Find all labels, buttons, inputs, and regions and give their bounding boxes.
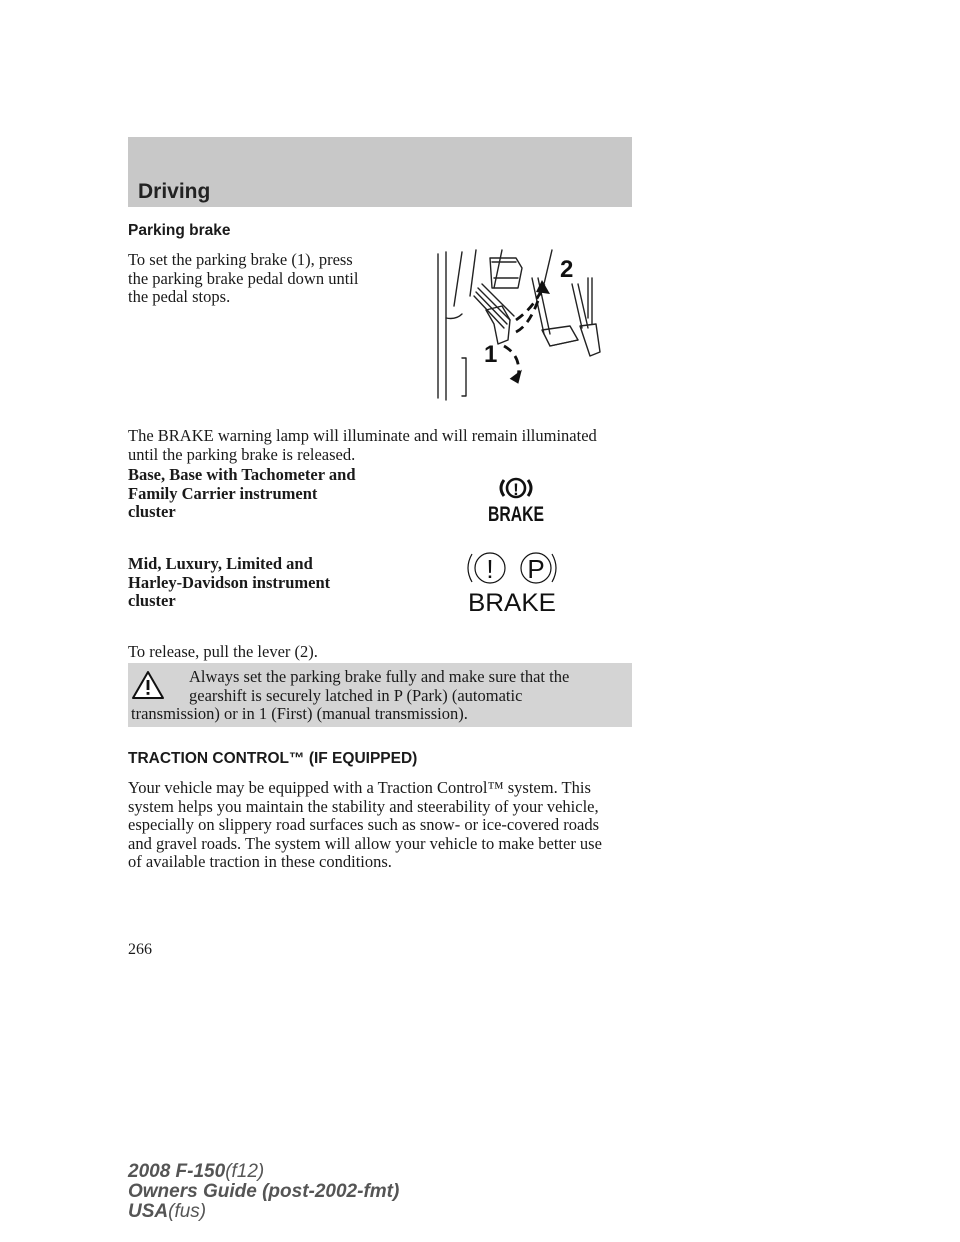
- text-line: the parking brake pedal down until: [128, 268, 359, 288]
- footer-guide: Owners Guide (post-2002-fmt): [128, 1181, 400, 1202]
- text-line: Harley-Davidson instrument: [128, 572, 331, 592]
- text-line: To set the parking brake (1), press: [128, 250, 353, 269]
- traction-control-paragraph: [128, 779, 638, 872]
- text-line: cluster: [128, 591, 176, 611]
- text-line: system helps you maintain the stability and steerability of your vehicle,: [128, 796, 599, 816]
- diagram-label-1: 1: [484, 341, 498, 368]
- text-line: especially on slippery road surfaces such as snow- or ice-covered roads: [128, 815, 599, 835]
- brake-lamp-paragraph: [128, 427, 628, 464]
- text-line: Family Carrier instrument: [128, 483, 318, 503]
- brake-icon-text: BRAKE: [468, 589, 556, 617]
- cluster-base-label: [128, 466, 418, 522]
- warning-line: transmission) or in 1 (First) (manual transmission).: [131, 704, 468, 724]
- warning-line: Always set the parking brake fully and make sure that the: [189, 667, 570, 686]
- text-line: Mid, Luxury, Limited and: [128, 554, 313, 573]
- release-instruction: To release, pull the lever (2).: [128, 642, 318, 661]
- parking-brake-heading: Parking brake: [128, 222, 231, 239]
- text-line: Your vehicle may be equipped with a Traction Control™ system. This: [128, 778, 591, 797]
- text-line: cluster: [128, 502, 176, 522]
- parking-brake-diagram: [432, 248, 618, 408]
- text-line: the pedal stops.: [128, 287, 231, 307]
- footer-market-code: (fus): [168, 1201, 207, 1222]
- footer-model-code: (f12): [225, 1161, 265, 1182]
- text-line: Base, Base with Tachometer and: [128, 465, 356, 484]
- text-line: and gravel roads. The system will allow your vehicle to make better use: [128, 833, 602, 853]
- brake-icon-symbol: !: [513, 480, 519, 499]
- warning-line: gearshift is securely latched in P (Park) (automatic: [189, 685, 523, 705]
- brake-park-warning-icon: [462, 548, 562, 616]
- text-line: The BRAKE warning lamp will illuminate and will remain illuminated: [128, 426, 597, 445]
- text-line: until the parking brake is released.: [128, 444, 356, 464]
- page-number: 266: [128, 941, 152, 958]
- cluster-mid-label: [128, 555, 418, 611]
- traction-control-heading: TRACTION CONTROL™ (IF EQUIPPED): [128, 750, 418, 767]
- brake-icon-text: BRAKE: [488, 503, 544, 526]
- park-icon-symbol: P: [527, 554, 545, 584]
- brake-icon-symbol: !: [486, 554, 494, 584]
- section-title: Driving: [138, 180, 211, 203]
- warning-triangle-icon: [131, 670, 165, 700]
- footer-market: USA: [128, 1201, 169, 1222]
- document-footer: [128, 1162, 399, 1222]
- brake-warning-icon: [478, 474, 554, 526]
- text-line: of available traction in these conditions.: [128, 852, 392, 872]
- diagram-label-2: 2: [560, 256, 574, 283]
- parking-intro: [128, 251, 418, 307]
- footer-model: 2008 F-150: [128, 1161, 226, 1182]
